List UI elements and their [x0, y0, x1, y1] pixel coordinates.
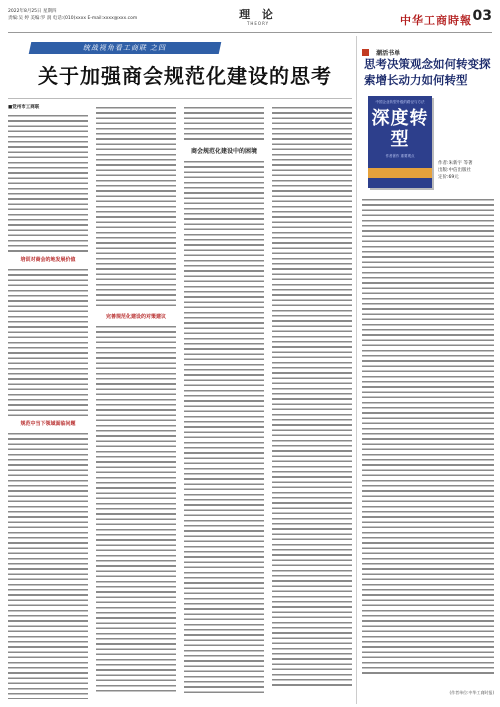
text-block: [8, 430, 88, 699]
page-number: 03: [472, 8, 492, 24]
editor-info: 责编:吴 婷 美编:罗 润 电话:(010)xxxx E-mail:xxxx@xxx.com: [8, 16, 138, 21]
article-body: [8, 104, 352, 699]
masthead-logo: 中华工商時報: [400, 14, 472, 27]
article-column-3: [184, 104, 264, 699]
book-cover-subtitle: 作者著作 重要观点: [385, 154, 415, 158]
article-subhead: 完善规范化建设的对策建议: [105, 314, 166, 320]
text-block: [272, 104, 352, 689]
section-label: [228, 6, 288, 26]
article-subhead: 规范中当下领域面临问题: [20, 421, 76, 427]
text-block: [184, 104, 264, 142]
title-divider: [8, 98, 352, 99]
text-block: [8, 266, 88, 416]
sidebar-body: [362, 196, 494, 676]
article-subhead: 培训对商会的地发展价值: [20, 257, 76, 263]
issue-date: 2022年8月25日 星期四: [8, 9, 57, 14]
article-column-4: [272, 104, 352, 699]
header-meta: [8, 8, 137, 22]
book-cover-title: 深度转型: [371, 108, 429, 150]
article-column-2: [96, 104, 176, 699]
section-title-en: THEORY: [246, 21, 270, 26]
sidebar-header: [362, 42, 492, 57]
book-publisher: 出版:中信出版社: [438, 168, 472, 173]
sidebar-footer: (作者单位:中华工商时报): [449, 690, 494, 695]
book-cover-band: [368, 168, 432, 178]
book-author: 作者:朱新宇 等著: [438, 161, 473, 166]
text-block: [362, 196, 494, 676]
article-byline: ■党州市工商联: [8, 105, 40, 110]
section-title: 理 论: [239, 8, 277, 21]
book-price: 定价:69元: [438, 175, 459, 180]
column-divider: [356, 36, 357, 704]
text-block: [96, 104, 176, 309]
article-column-1: [8, 104, 88, 699]
sidebar-label: 潮活书单: [376, 50, 401, 57]
page-header: [8, 6, 492, 33]
text-block: [184, 158, 264, 693]
article-subhead: 商会规范化建设中的困境: [190, 148, 257, 155]
sidebar-title: 思考决策观念如何转变探索增长动力如何转型: [364, 57, 491, 87]
text-block: [8, 112, 88, 252]
article-title: 关于加强商会规范化建设的思考: [38, 64, 332, 88]
text-block: [96, 323, 176, 693]
article-kicker: 统战视角看工商联 之四: [29, 42, 222, 54]
book-cover-top: 中国企业转型升级的路径与方法: [375, 100, 425, 104]
book-cover: [368, 96, 432, 188]
square-icon: [362, 49, 369, 56]
book-info: [438, 160, 498, 181]
